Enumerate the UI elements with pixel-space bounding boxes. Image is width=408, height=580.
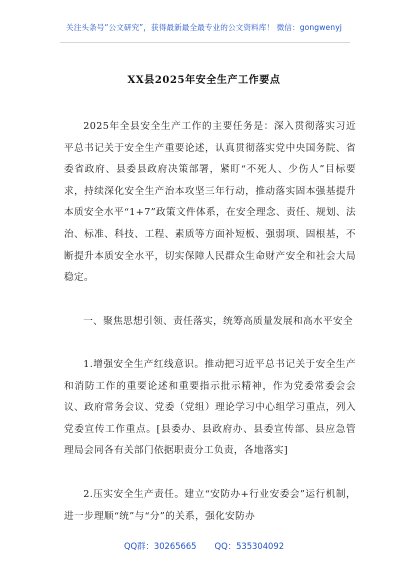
footer-contact: [0, 540, 408, 552]
header-banner: 关注头条号“公文研究”，获得最新最全最专业的公文资料库！ 微信：gongwenyj: [66, 23, 342, 32]
footer-qq-group: QQ群：30265665: [123, 541, 197, 551]
intro-paragraph: 2025年全县安全生产工作的主要任务是：深入贯彻落实习近平总书记关于安全生产重要论述，认真贯彻落实党中央国务院、省委省政府、县委县政府决策部署，紧盯“不死人、少伤人”目标要求，持续深化安全生产治本攻坚三年行动，推动落实固本强基提升本质安全水平“1+7”政策文件体系，在安全理念、责任、规划、法治、标准、科技、工程、素质等方面补短板、强弱项、固根基，不断提升本质安全水平，切实保障人民群众生命财产安全和社会大局稳定。: [64, 121, 356, 284]
list-item-1: 1.增强安全生产红线意识。推动把习近平总书记关于安全生产和消防工作的重要论述和重要指示批示精神，作为党委常委会会议、政府常务会议、党委（党组）理论学习中心组学习重点，列入党委宣传工作重点。[县委办、县政府办、县委宣传部、县应急管理局会同各有关部门依据职责分工负责，各地落实]: [64, 359, 356, 457]
list-item-2: 2.压实安全生产责任。建立“安防办+行业安委会”运行机制，进一步理顺“统”与“分”的关系，强化安防办: [64, 489, 356, 522]
section-heading-1: 一、聚焦思想引领、责任落实，统筹高质量发展和高水平安全: [83, 316, 354, 327]
document-title: XX县2025年安全生产工作要点: [127, 75, 281, 86]
footer-qq-number: QQ：535304092: [214, 541, 285, 551]
header-divider: [60, 42, 350, 43]
